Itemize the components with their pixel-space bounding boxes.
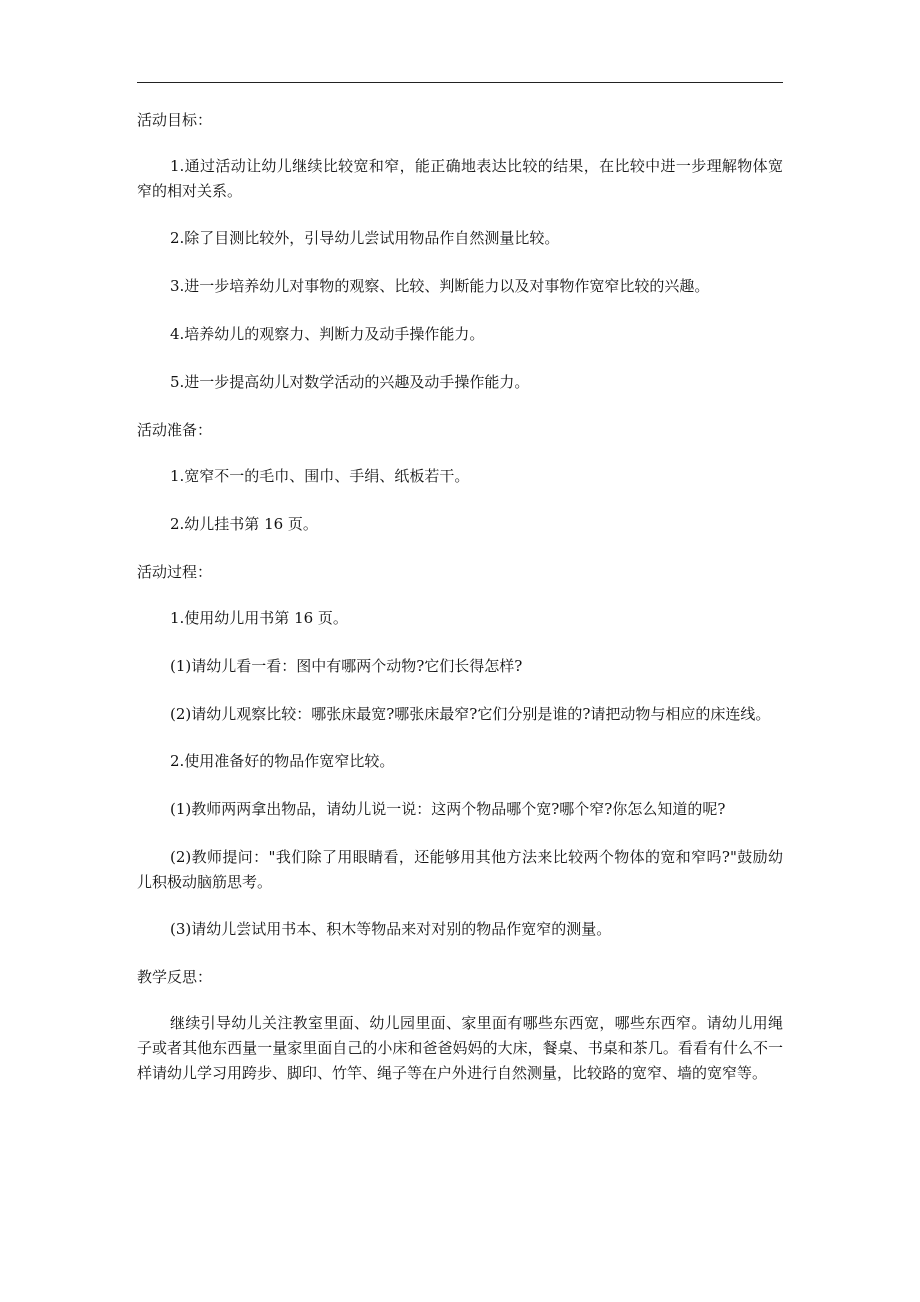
section-preparation (137, 418, 783, 537)
process-paragraph-1: 1.使用幼儿用书第 16 页。 (170, 609, 348, 627)
section-heading-process: 活动过程： (137, 563, 213, 581)
process-paragraph-2: (1)请幼儿看一看：图中有哪两个动物?它们长得怎样? (170, 657, 523, 675)
goal-paragraph-4: 4.培养幼儿的观察力、判断力及动手操作能力。 (170, 325, 485, 343)
process-paragraph-5: (1)教师两两拿出物品，请幼儿说一说：这两个物品哪个宽?哪个窄?你怎么知道的呢? (170, 800, 726, 818)
goal-paragraph-5: 5.进一步提高幼儿对数学活动的兴趣及动手操作能力。 (170, 373, 530, 391)
preparation-paragraph-1: 1.宽窄不一的毛巾、围巾、手绢、纸板若干。 (170, 467, 470, 485)
section-heading-goals: 活动目标： (137, 111, 213, 129)
section-reflection (137, 965, 783, 1086)
section-process (137, 560, 783, 942)
process-paragraph-4: 2.使用准备好的物品作宽窄比较。 (170, 752, 395, 770)
document-body (137, 108, 783, 1108)
preparation-paragraph-2: 2.幼儿挂书第 16 页。 (170, 515, 318, 533)
goal-paragraph-2: 2.除了目测比较外，引导幼儿尝试用物品作自然测量比较。 (170, 229, 560, 247)
process-paragraph-3: (2)请幼儿观察比较：哪张床最宽?哪张床最窄?它们分别是谁的?请把动物与相应的床连线。 (170, 705, 771, 723)
process-paragraph-7: (3)请幼儿尝试用书本、积木等物品来对对别的物品作宽窄的测量。 (170, 920, 612, 938)
section-heading-preparation: 活动准备： (137, 421, 213, 439)
section-heading-reflection: 教学反思： (137, 968, 213, 986)
goal-paragraph-3: 3.进一步培养幼儿对事物的观察、比较、判断能力以及对事物作宽窄比较的兴趣。 (170, 277, 710, 295)
section-goals (137, 108, 783, 395)
header-rule (137, 82, 783, 83)
process-paragraph-6: (2)教师提问："我们除了用眼睛看，还能够用其他方法来比较两个物体的宽和窄吗?"鼓励幼儿积极动脑筋思考。 (137, 848, 783, 891)
reflection-paragraph-1: 继续引导幼儿关注教室里面、幼儿园里面、家里面有哪些东西宽，哪些东西窄。请幼儿用绳子或者其他东西量一量家里面自己的小床和爸爸妈妈的大床，餐桌、书桌和茶几。看看有什么不一样请幼儿学习用跨步、脚印、竹竿、绳子等在户外进行自然测量，比较路的宽窄、墙的宽窄等。 (137, 1014, 783, 1082)
goal-paragraph-1: 1.通过活动让幼儿继续比较宽和窄，能正确地表达比较的结果，在比较中进一步理解物体宽窄的相对关系。 (137, 157, 783, 200)
